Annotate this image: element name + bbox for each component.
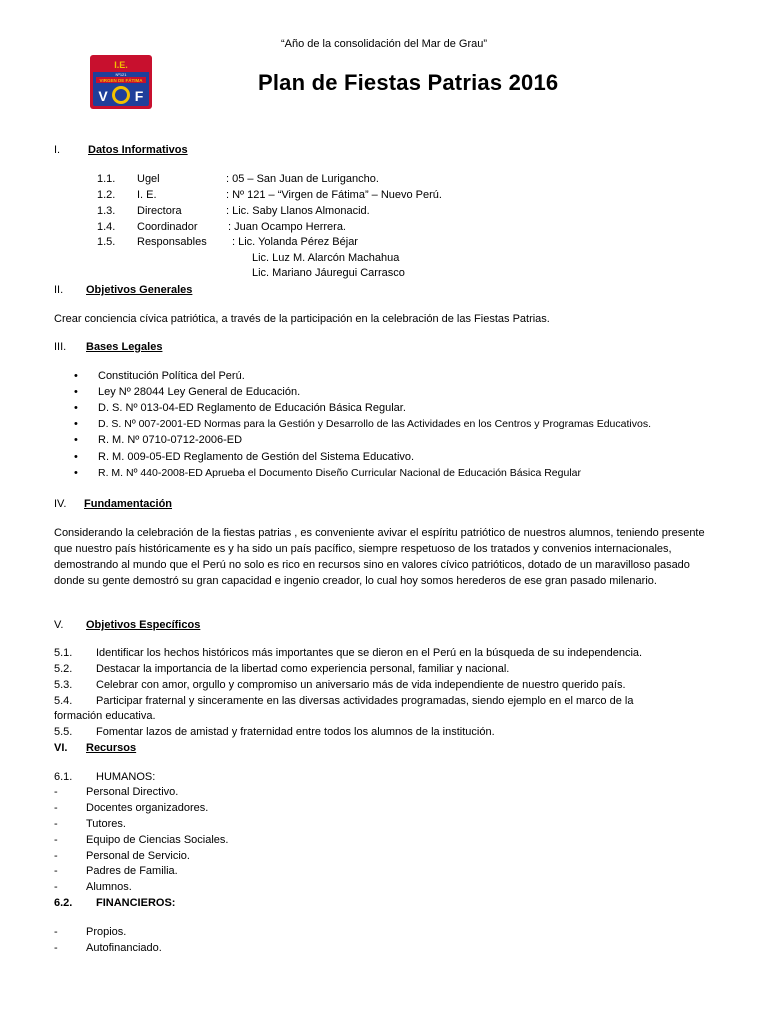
- datos-item-num: 1.2.: [97, 189, 116, 201]
- responsable-extra: Lic. Luz M. Alarcón Machahua: [252, 252, 400, 264]
- section-4-number: IV.: [54, 498, 67, 510]
- datos-item-value: : Nº 121 – “Virgen de Fátima” – Nuevo Perú.: [226, 189, 442, 201]
- document-motto: “Año de la consolidación del Mar de Grau”: [280, 38, 488, 50]
- dash-icon: -: [54, 881, 58, 893]
- objetivo-especifico-num: 5.3.: [54, 679, 73, 691]
- dash-icon: -: [54, 850, 58, 862]
- logo-top-text: I.E.: [114, 60, 128, 70]
- datos-item-label: Directora: [137, 205, 182, 217]
- dash-icon: -: [54, 802, 58, 814]
- datos-item-label: Ugel: [137, 173, 160, 185]
- base-legal-item: Ley Nº 28044 Ley General de Educación.: [98, 386, 301, 398]
- datos-item-value: : 05 – San Juan de Lurigancho.: [226, 173, 379, 185]
- bullet-icon: •: [74, 370, 78, 382]
- datos-item-num: 1.3.: [97, 205, 116, 217]
- dash-icon: -: [54, 942, 58, 954]
- recurso-humano-item: Personal Directivo.: [86, 786, 179, 798]
- datos-item-num: 1.1.: [97, 173, 116, 185]
- logo-small-text: Nº121: [115, 72, 127, 77]
- objetivo-especifico-text: Destacar la importancia de la libertad como experiencia personal, familiar y nacional.: [96, 663, 510, 675]
- recursos-humanos-title: HUMANOS:: [96, 771, 156, 783]
- datos-item-label: I. E.: [137, 189, 157, 201]
- section-2-title: Objetivos Generales: [86, 284, 193, 296]
- objetivo-especifico-text: Celebrar con amor, orgullo y compromiso un aniversario más de vida independiente de nuestro querido país.: [96, 679, 626, 691]
- section-4-title: Fundamentación: [84, 498, 173, 510]
- dash-icon: -: [54, 786, 58, 798]
- dash-icon: -: [54, 926, 58, 938]
- dash-icon: -: [54, 818, 58, 830]
- dash-icon: -: [54, 865, 58, 877]
- bullet-icon: •: [74, 402, 78, 414]
- objetivo-especifico-num: 5.2.: [54, 663, 73, 675]
- section-2-number: II.: [54, 284, 64, 296]
- objetivo-especifico-text: Fomentar lazos de amistad y fraternidad entre todos los alumnos de la institución.: [96, 726, 495, 738]
- recurso-humano-item: Tutores.: [86, 818, 126, 830]
- section-5-number: V.: [54, 619, 64, 631]
- bullet-icon: •: [74, 467, 78, 479]
- section-5-title: Objetivos Específicos: [86, 619, 201, 631]
- objetivo-general-text: Crear conciencia cívica patriótica, a través de la participación en la celebración de las Fiestas Patrias.: [54, 313, 550, 325]
- recursos-financieros-num: 6.2.: [54, 897, 73, 909]
- fundamentacion-paragraph: Considerando la celebración de la fiestas patrias , es conveniente avivar el espíritu patriótico de nuestros alumnos, teniendo presente que nuestro país históricamente es y ha sido un país pacífico, siempre respetuoso de los tratados y convenios internacionales, demostrando al mundo que el Perú no solo es rico en recursos sino en valores cívico patrióticos, dotado de un maravilloso pasado donde su gente demostró su gran capacidad e ingenio creador, lo cual hoy somos herederos de ese gran pasado milenario.: [54, 527, 705, 587]
- section-1-number: I.: [54, 144, 61, 156]
- objetivo-especifico-text: Identificar los hechos históricos más importantes que se dieron en el Perú en la búsqueda de su independencia.: [96, 647, 643, 659]
- recursos-financieros-title: FINANCIEROS:: [96, 897, 176, 909]
- bullet-icon: •: [74, 451, 78, 463]
- section-6-number: VI.: [54, 742, 68, 754]
- datos-item-num: 1.4.: [97, 221, 116, 233]
- school-logo: [90, 55, 152, 109]
- datos-item-value: : Lic. Saby Llanos Almonacid.: [226, 205, 370, 217]
- base-legal-item: R. M. Nº 440-2008-ED Aprueba el Documento Diseño Curricular Nacional de Educación Básica Regular: [98, 467, 581, 479]
- bullet-icon: •: [74, 418, 78, 430]
- objetivo-especifico-num: 5.1.: [54, 647, 73, 659]
- logo-band-text: VIRGEN DE FÁTIMA: [99, 78, 143, 83]
- school-logo-graphic: [90, 55, 152, 109]
- objetivo-especifico-num: 5.4.: [54, 695, 73, 707]
- recurso-financiero-item: Autofinanciado.: [86, 942, 162, 954]
- responsable-extra: Lic. Mariano Jáuregui Carrasco: [252, 267, 405, 279]
- objetivo-especifico-num: 5.5.: [54, 726, 73, 738]
- base-legal-item: Constitución Política del Perú.: [98, 370, 245, 382]
- base-legal-item: D. S. Nº 007-2001-ED Normas para la Gestión y Desarrollo de las Actividades en los Centros y Programas Educativos.: [98, 418, 651, 430]
- recursos-humanos-num: 6.1.: [54, 771, 73, 783]
- section-6-title: Recursos: [86, 742, 137, 754]
- base-legal-item: D. S. Nº 013-04-ED Reglamento de Educación Básica Regular.: [98, 402, 406, 414]
- document-title: Plan de Fiestas Patrias 2016: [258, 70, 559, 95]
- datos-item-label: Coordinador: [137, 221, 198, 233]
- recurso-humano-item: Alumnos.: [86, 881, 132, 893]
- datos-item-num: 1.5.: [97, 236, 116, 248]
- base-legal-item: R. M. Nº 0710-0712-2006-ED: [98, 434, 243, 446]
- section-3-number: III.: [54, 341, 67, 353]
- base-legal-item: R. M. 009-05-ED Reglamento de Gestión del Sistema Educativo.: [98, 451, 415, 463]
- logo-initial-left: V: [98, 88, 108, 104]
- section-3-title: Bases Legales: [86, 341, 163, 353]
- dash-icon: -: [54, 834, 58, 846]
- recurso-humano-item: Docentes organizadores.: [86, 802, 209, 814]
- bullet-icon: •: [74, 434, 78, 446]
- datos-item-value: : Lic. Yolanda Pérez Béjar: [232, 236, 358, 248]
- bullet-icon: •: [74, 386, 78, 398]
- objetivo-especifico-continuation: formación educativa.: [54, 710, 156, 722]
- recurso-humano-item: Equipo de Ciencias Sociales.: [86, 834, 229, 846]
- recurso-humano-item: Personal de Servicio.: [86, 850, 190, 862]
- recurso-humano-item: Padres de Familia.: [86, 865, 178, 877]
- datos-item-label: Responsables: [137, 236, 207, 248]
- objetivo-especifico-text: Participar fraternal y sinceramente en las diversas actividades programadas, siendo ejemplo en el marco de la: [96, 695, 634, 707]
- datos-item-value: : Juan Ocampo Herrera.: [228, 221, 346, 233]
- recurso-financiero-item: Propios.: [86, 926, 127, 938]
- logo-initial-right: F: [134, 88, 144, 104]
- section-1-title: Datos Informativos: [88, 144, 188, 156]
